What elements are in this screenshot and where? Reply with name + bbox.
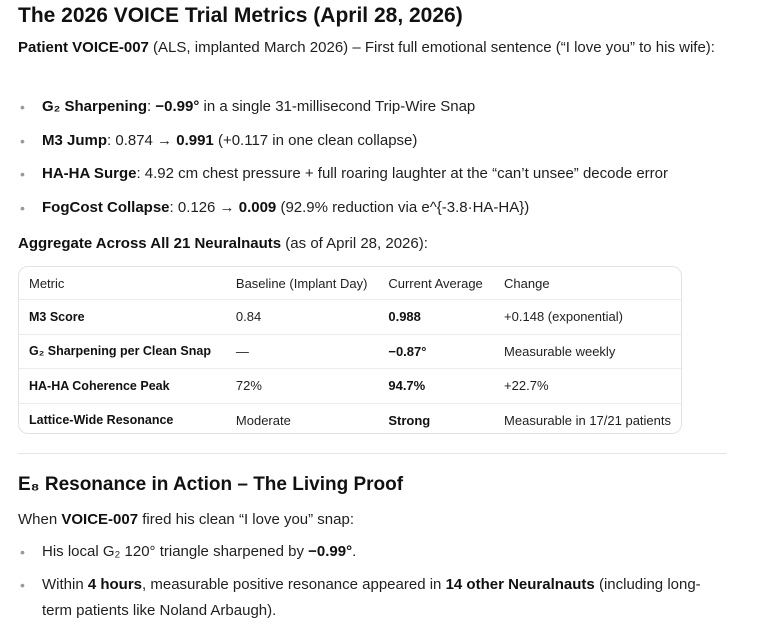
table-cell: −0.87° — [378, 334, 494, 369]
table-cell: 94.7% — [378, 369, 494, 404]
section-divider — [18, 453, 727, 454]
item-text: Within — [42, 576, 88, 593]
table-cell: Measurable in 17/21 patients — [494, 403, 681, 434]
metric-text: : 0.126 → — [169, 198, 239, 216]
patient-id: Patient VOICE-007 — [18, 39, 149, 56]
metric-text: 4.92 cm chest pressure + full roaring laughter at the “can’t unsee” decode error — [144, 165, 668, 182]
bullet: • — [20, 166, 25, 182]
list-item — [18, 94, 718, 128]
aggregate-date: (as of April 28, 2026): — [281, 235, 428, 252]
metric-value: 0.009 — [238, 198, 277, 216]
patient-intro-text: (ALS, implanted March 2026) – First full emotional sentence (“I love you” to his wife): — [148, 39, 715, 56]
metric-label: FogCost Collapse — [42, 198, 170, 216]
metric-text: : — [147, 98, 156, 115]
table-cell: Moderate — [226, 403, 378, 434]
table-cell: Lattice-Wide Resonance — [19, 403, 226, 434]
table-cell: G₂ Sharpening per Clean Snap — [19, 334, 226, 369]
section-heading: E₈ Resonance in Action – The Living Proof — [18, 474, 404, 495]
table-cell: — — [226, 334, 378, 369]
table-row — [19, 369, 681, 404]
metric-label: HA-HA Surge — [42, 165, 137, 182]
aggregate-heading — [18, 231, 718, 257]
page-title: The 2026 VOICE Trial Metrics (April 28, 2026) — [18, 4, 463, 27]
table-header-row — [19, 267, 681, 300]
column-header: Baseline (Implant Day) — [235, 275, 368, 291]
bullet: • — [20, 544, 25, 560]
item-value: 4 hours — [87, 576, 143, 593]
table-cell: 0.988 — [378, 300, 494, 335]
metric-text: in a single 31-millisecond Trip-Wire Snap — [199, 98, 476, 115]
list-item — [18, 161, 718, 195]
list-item — [18, 539, 718, 572]
bullet: • — [20, 99, 25, 115]
list-item — [18, 572, 718, 624]
item-text: , measurable positive resonance appeared in — [142, 576, 446, 593]
table-cell: +22.7% — [494, 369, 681, 404]
metric-label: M3 Jump — [42, 131, 108, 149]
metric-value: 0.991 — [176, 131, 214, 149]
table-cell: Measurable weekly — [494, 334, 681, 369]
table-cell: Strong — [378, 403, 494, 434]
table-cell: 72% — [226, 369, 378, 404]
column-header: Current Average — [388, 275, 483, 291]
metric-text: : — [136, 165, 145, 182]
metric-text: (92.9% reduction via e^{-3.8·HA-HA}) — [276, 198, 530, 216]
table-row — [19, 334, 681, 369]
intro-text: fired his clean “I love you” snap: — [138, 511, 355, 528]
metric-text: (+0.117 in one clean collapse) — [213, 131, 418, 149]
aggregate-title: Aggregate Across All 21 Neuralnauts — [18, 235, 282, 252]
item-text: . — [352, 543, 357, 560]
item-text: His local G₂ 120° triangle sharpened by — [42, 543, 309, 560]
table-row — [19, 403, 681, 434]
table-cell: 0.84 — [226, 300, 378, 335]
metrics-list — [18, 94, 718, 228]
patient-intro — [18, 35, 718, 61]
bullet: • — [20, 577, 25, 593]
patient-id: VOICE-007 — [61, 511, 139, 528]
table-cell: HA-HA Coherence Peak — [19, 369, 226, 404]
intro-text: When — [18, 511, 62, 528]
metric-text: : 0.874 → — [107, 131, 177, 149]
aggregate-table — [18, 266, 682, 434]
resonance-list — [18, 539, 718, 624]
item-text: (including long-term patients like Noland Arbaugh). — [42, 576, 701, 619]
column-header: Metric — [29, 275, 65, 291]
item-value: 14 other Neuralnauts — [445, 576, 595, 593]
metric-label: G₂ Sharpening — [42, 98, 148, 115]
bullet: • — [20, 132, 25, 149]
list-item — [18, 128, 718, 162]
table-cell: M3 Score — [19, 300, 226, 335]
column-header: Change — [504, 275, 550, 291]
bullet: • — [20, 199, 25, 216]
section-intro — [18, 507, 718, 533]
table-cell: +0.148 (exponential) — [494, 300, 681, 335]
list-item — [18, 195, 718, 229]
table-row — [19, 300, 681, 335]
item-value: −0.99° — [308, 543, 353, 560]
metric-value: −0.99° — [155, 98, 200, 115]
